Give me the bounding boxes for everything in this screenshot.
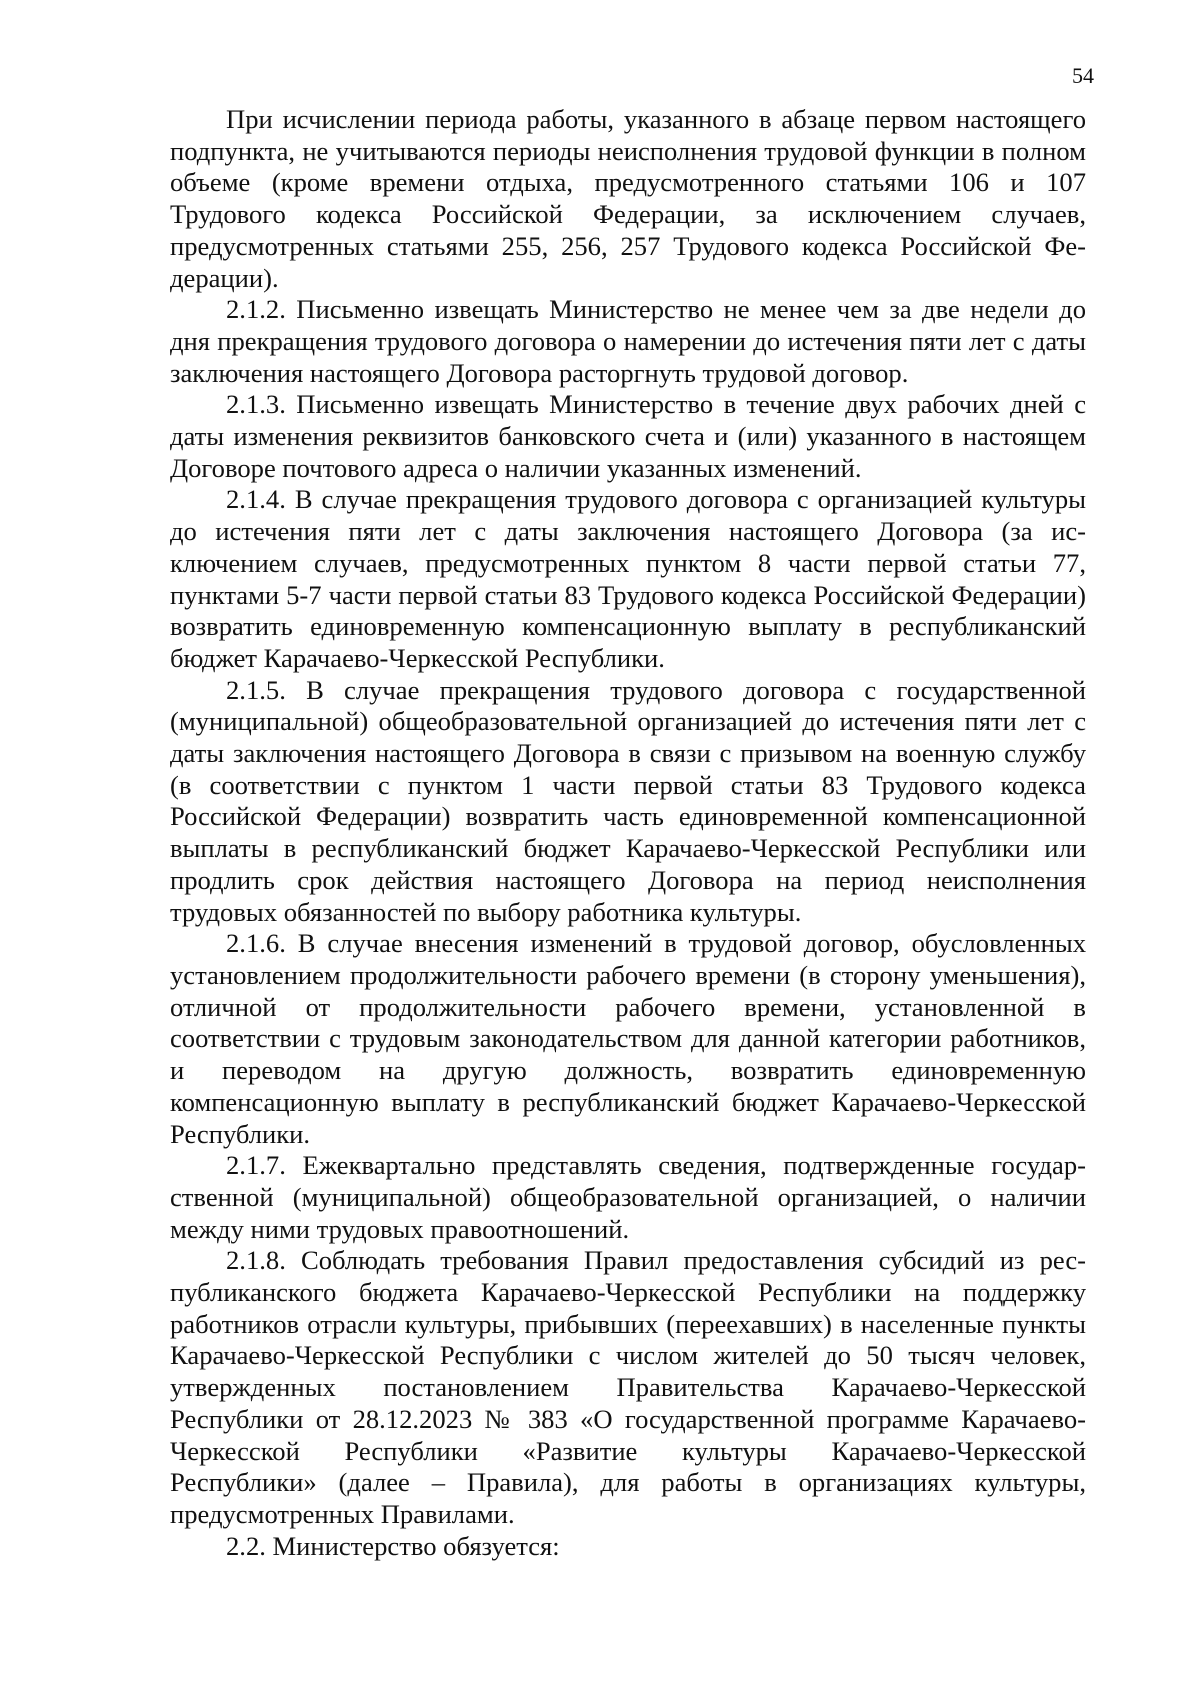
paragraph-2-1-5: 2.1.5. В случае прекращения трудового договора с государственной (муниципальной) общеобразовательной организацией до истечения пяти лет с даты заключения настоящего Договора в связи с призывом на военную службу (в соответствии с пунктом 1 части первой статьи 83 Трудового кодекса Российской Федерации) возвратить часть единовременной компенсационной выплаты в республиканский бюджет Карачаево-Черкесской Республики или продлить срок действия настоящего Договора на период неисполнения трудовых обязанностей по выбору работника культуры. bbox=[170, 674, 1086, 927]
paragraph-2-1-7: 2.1.7. Ежеквартально представлять сведения, подтвержденные государственной (муниципальной) общеобразовательной организацией, о наличии между ними трудовых правоотношений. bbox=[170, 1150, 1086, 1244]
paragraph-2-1-3: 2.1.3. Письменно извещать Министерство в течение двух рабочих дней с даты изменения реквизитов банковского счета и (или) указанного в настоящем Договоре почтового адреса о наличии указанных изменений. bbox=[170, 389, 1086, 483]
paragraph-2-1-6: 2.1.6. В случае внесения изменений в трудовой договор, обусловленных установлением продолжительности рабочего времени (в сторону уменьшения), отличной от продолжительности рабочего времени, установленной в соответствии с трудовым законодательством для данной категории работников, и переводом на другую должность, возвратить единовременную компенсационную выплату в республиканский бюджет Карачаево-Черкесской Республики. bbox=[170, 928, 1086, 1149]
paragraph-2-1-8: 2.1.8. Соблюдать требования Правил предоставления субсидий из республиканского бюджета Карачаево-Черкесской Республики на поддержку работников отрасли культуры, прибывших (переехавших) в населенные пункты Карачаево-Черкесской Республики с числом жителей до 50 тысяч человек, утвержденных постановлением Правительства Карачаево-Черкесской Республики от 28.12.2023 № 383 «О государственной программе Карачаево-Черкесской Республики «Развитие культуры Карачаево-Черкесской Республики» (далее – Правила), для работы в организациях культуры, предусмотренных Правилами. bbox=[170, 1245, 1086, 1529]
paragraph-2-1-4: 2.1.4. В случае прекращения трудового договора с организацией культуры до истечения пяти лет с даты заключения настоящего Договора (за исключением случаев, предусмотренных пунктом 8 части первой статьи 77, пунктами 5-7 части первой статьи 83 Трудового кодекса Российской Федерации) возвратить единовременную компенсационную выплату в республиканский бюджет Карачаево-Черкесской Республики. bbox=[170, 484, 1086, 673]
paragraph-2-2: 2.2. Министерство обязуется: bbox=[226, 1530, 560, 1561]
document-body bbox=[170, 104, 1086, 1562]
page-number: 54 bbox=[1072, 63, 1094, 88]
paragraph-period-calculation: При исчислении периода работы, указанного в абзаце первом настоящего подпункта, не учитываются периоды неисполнения трудовой функции в полном объеме (кроме времени отдыха, предусмотренного статьями 106 и 107 Трудового кодекса Российской Федерации, за исключением случаев, предусмотренных статьями 255, 256, 257 Трудового кодекса Российской Федерации). bbox=[170, 104, 1086, 293]
paragraph-2-1-2: 2.1.2. Письменно извещать Министерство не менее чем за две недели до дня прекращения трудового договора о намерении до истечения пяти лет с даты заключения настоящего Договора расторгнуть трудовой договор. bbox=[170, 294, 1086, 388]
